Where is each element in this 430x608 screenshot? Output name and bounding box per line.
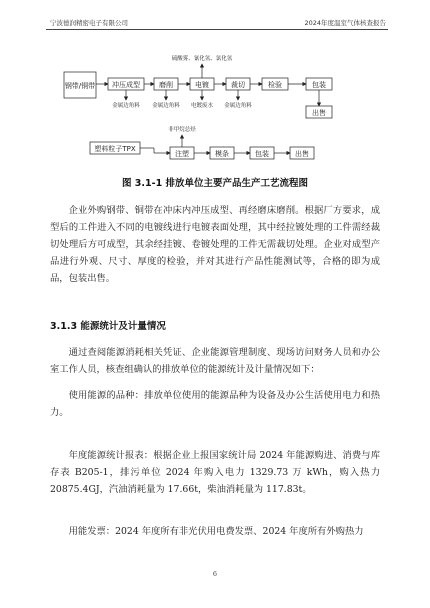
input-tpx-label: 塑料粒子TPX (94, 145, 136, 153)
process-description-paragraph: 企业外购钢带、铜带在冲床内冲压成型、再经磨床磨削。根据厂方要求，成型后的工件进入不同的电镀线进行电镀表面处理，其中经拉镀处理的工件需经裁切处理后方可成型，其余经挂镀、卷镀处理的工件无需裁切处理。企业对成型产品进行外观、尺寸、厚度的检验，并对其进行产品性能测试等，合格的即为成品，包装出售。 (50, 205, 380, 284)
step-injection-label: 注塑 (175, 150, 189, 158)
waste-metal-scrap-stamping: 金属边角料 (112, 103, 140, 109)
process-flowchart (52, 34, 372, 174)
waste-metal-scrap-cutting: 金属边角料 (224, 103, 252, 109)
nmhc-emission-label: 非甲烷总烃 (168, 127, 196, 133)
waste-plating-wastewater: 电镀废水 (190, 103, 214, 109)
step-packaging-label: 包装 (312, 81, 326, 89)
waste-metal-scrap-grinding: 金属边角料 (152, 103, 180, 109)
step-cutting-label: 裁切 (231, 81, 245, 89)
paragraph-invoices: 用能发票：2024 年度所有非光伏用电费发票、2024 年度所有外购热力 (68, 526, 364, 537)
step-packaging-2-label: 包装 (255, 150, 269, 158)
paragraph-verification-method: 通过查阅能源消耗相关凭证、企业能源管理制度、现场访问财务人员和办公室工作人员，核查组确认的排放单位的能源统计及计量情况如下： (50, 347, 380, 375)
electroplating-emissions-label: 硫酸雾、氰化氢、氯化氢 (171, 56, 233, 62)
step-sale-2-label: 出售 (295, 150, 309, 158)
header-report-title: 2024年度温室气体核查报告 (304, 19, 386, 27)
paragraph-energy-types: 使用能源的品种：排放单位使用的能源品种为设备及办公生活使用电力和热力。 (50, 390, 380, 418)
header-divider (46, 29, 388, 30)
figure-caption: 图 3.1-1 排放单位主要产品生产工艺流程图 (122, 178, 308, 189)
page-number: 6 (212, 570, 218, 578)
step-sale-label: 出售 (312, 109, 326, 117)
step-electroplating-label: 电镀 (195, 81, 209, 89)
section-heading: 3.1.3 能源统计及计量情况 (50, 321, 166, 332)
step-molding-strip-label: 模条 (215, 150, 229, 158)
header-company: 宁波德润精密电子有限公司 (50, 19, 128, 27)
step-inspection-label: 检验 (268, 81, 282, 89)
paragraph-energy-statistics: 年度能源统计报表：根据企业上报国家统计局 2024 年能源购进、消费与库存表 B205-1，排污单位 2024 年购入电力 1329.73 万 kWh，购入热力 20875.4GJ，汽油消耗量为 17.66t，柴油消耗量为 117.83t。 (50, 450, 380, 495)
input-steel-copper-label: 钢带/铜带 (64, 82, 96, 90)
step-grinding-label: 磨削 (159, 81, 173, 89)
step-stamping-label: 冲压成型 (112, 81, 140, 89)
